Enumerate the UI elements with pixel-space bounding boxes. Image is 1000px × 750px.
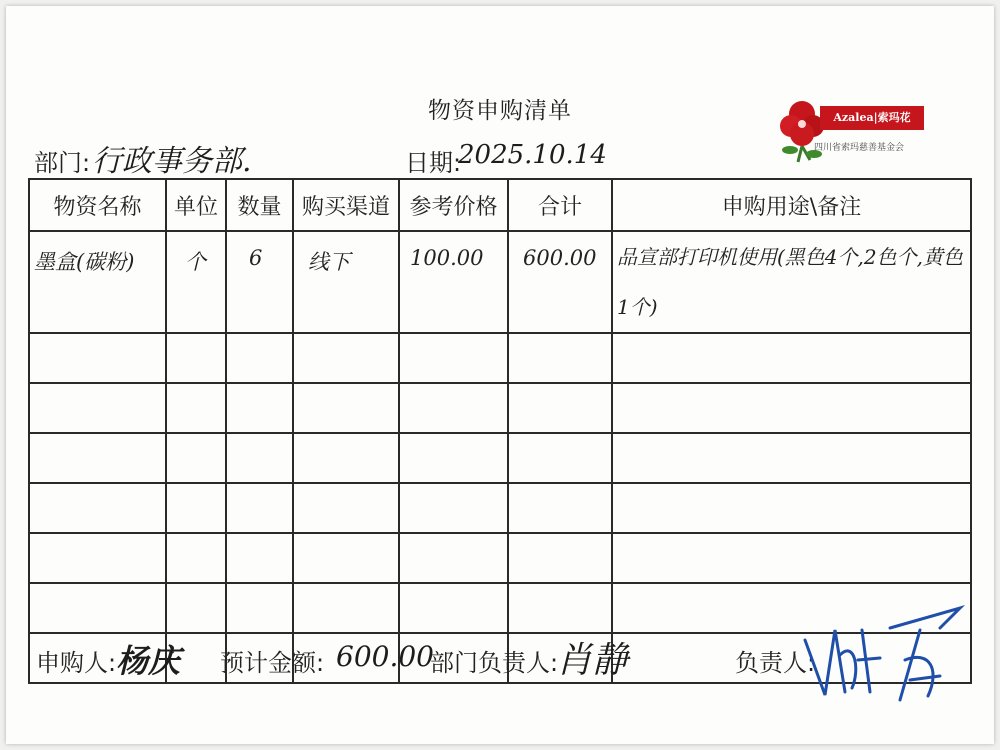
cell[interactable]	[226, 533, 293, 583]
cell[interactable]	[399, 583, 508, 633]
cell[interactable]	[612, 333, 971, 383]
cell[interactable]	[399, 533, 508, 583]
cell[interactable]	[293, 583, 399, 633]
header-purpose-note: 申购用途\备注	[612, 179, 971, 231]
cell[interactable]	[29, 483, 166, 533]
cell[interactable]	[226, 383, 293, 433]
table-row	[29, 433, 971, 483]
table-row	[29, 533, 971, 583]
cell[interactable]	[399, 383, 508, 433]
cell-channel[interactable]: 线下	[293, 231, 399, 333]
header-total: 合计	[508, 179, 612, 231]
applicant-signature[interactable]: 杨庆	[116, 642, 181, 680]
cell[interactable]	[166, 583, 226, 633]
table-row	[29, 333, 971, 383]
header-item-name: 物资名称	[29, 179, 166, 231]
header-unit: 单位	[166, 179, 226, 231]
cell[interactable]	[508, 333, 612, 383]
header-reference-price: 参考价格	[399, 179, 508, 231]
table-header-row	[29, 179, 971, 231]
cell[interactable]	[166, 433, 226, 483]
cell[interactable]	[508, 583, 612, 633]
cell[interactable]	[399, 333, 508, 383]
cell[interactable]	[293, 333, 399, 383]
cell[interactable]	[166, 383, 226, 433]
cell[interactable]	[226, 433, 293, 483]
cell[interactable]	[612, 483, 971, 533]
cell-reference-price[interactable]: 100.00	[399, 231, 508, 333]
cell[interactable]	[293, 383, 399, 433]
cell[interactable]	[612, 533, 971, 583]
cell[interactable]	[293, 533, 399, 583]
table-row	[29, 483, 971, 533]
cell[interactable]	[226, 333, 293, 383]
cell[interactable]	[29, 383, 166, 433]
cell[interactable]	[29, 583, 166, 633]
head-signature[interactable]	[800, 600, 970, 710]
head-label: 负责人:	[735, 649, 816, 677]
table-row	[29, 231, 971, 333]
cell[interactable]	[166, 483, 226, 533]
estimate-value[interactable]: 600.00	[336, 640, 434, 673]
cell[interactable]	[29, 333, 166, 383]
cell[interactable]	[508, 533, 612, 583]
header-quantity: 数量	[226, 179, 293, 231]
applicant-label: 申购人:	[36, 649, 117, 677]
date-label: 日期:	[405, 149, 462, 177]
dept-head-label: 部门负责人:	[430, 649, 559, 677]
cell[interactable]	[508, 383, 612, 433]
logo-subtitle: 四川省索玛慈善基金会	[814, 143, 905, 153]
cell[interactable]	[29, 533, 166, 583]
cell-purpose-note[interactable]: 品宣部打印机使用(黑色4个,2色个,黄色1个)	[612, 231, 971, 333]
cell[interactable]	[293, 433, 399, 483]
cell[interactable]	[612, 433, 971, 483]
cell[interactable]	[226, 483, 293, 533]
cell[interactable]	[612, 383, 971, 433]
cell[interactable]	[166, 333, 226, 383]
department-label: 部门:	[34, 149, 91, 177]
cell[interactable]	[29, 433, 166, 483]
cell[interactable]	[508, 433, 612, 483]
dept-head-signature[interactable]: 肖静	[556, 640, 629, 681]
cell-total[interactable]: 600.00	[508, 231, 612, 333]
department-value[interactable]: 行政事务部.	[92, 144, 252, 179]
estimate-label: 预计金额:	[220, 649, 325, 677]
header-channel: 购买渠道	[293, 179, 399, 231]
cell-item-name[interactable]: 墨盒(碳粉)	[29, 231, 166, 333]
table-row	[29, 383, 971, 433]
cell-quantity[interactable]: 6	[226, 231, 293, 333]
logo-brand: Azalea|索玛花	[820, 106, 924, 130]
cell-unit[interactable]: 个	[166, 231, 226, 333]
logo	[780, 84, 925, 164]
cell[interactable]	[293, 483, 399, 533]
cell[interactable]	[508, 483, 612, 533]
date-value[interactable]: 2025.10.14	[458, 140, 607, 170]
form-title: 物资申购清单	[428, 98, 572, 124]
cell[interactable]	[399, 483, 508, 533]
cell[interactable]	[399, 433, 508, 483]
cell[interactable]	[226, 583, 293, 633]
cell[interactable]	[166, 533, 226, 583]
